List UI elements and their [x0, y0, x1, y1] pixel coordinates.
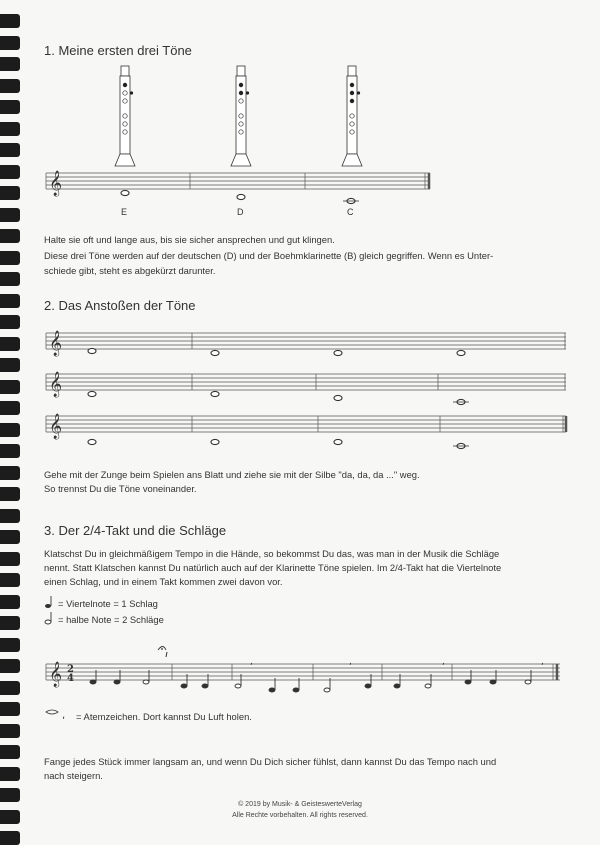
- melody-notes: [90, 670, 531, 692]
- svg-text:𝄞: 𝄞: [49, 331, 63, 356]
- section-2-title: 2. Das Anstoßen der Töne: [44, 298, 196, 313]
- section-1-text-1: Halte sie oft und lange aus, bis sie sicher ansprechen und gut klingen.: [44, 234, 335, 245]
- legend-half-note: = halbe Note = 2 Schläge: [58, 614, 164, 625]
- staff-section-2-row-2: [46, 374, 566, 390]
- legend-quarter-note: = Viertelnote = 1 Schlag: [58, 598, 158, 609]
- time-signature-top: 2: [67, 664, 74, 675]
- section-1-text-3: schiede gibt, steht es abgekürzt darunter.: [44, 265, 216, 276]
- svg-text:,: ,: [349, 657, 352, 667]
- footer-copyright: © 2019 by Musik- & GeisteswerteVerlag: [238, 801, 362, 808]
- legend-quarter-note-icon: [45, 596, 51, 608]
- closing-text-1: Fange jedes Stück immer langsam an, und wenn Du Dich sicher fühlst, dann kannst Du das Tempo nach und: [44, 756, 497, 767]
- section-2-text-1: Gehe mit der Zunge beim Spielen ans Blatt und ziehe sie mit der Silbe "da, da, da ..." weg.: [44, 469, 420, 480]
- section-3-text-2: nennt. Statt Klatschen kannst Du natürlich auch auf der Klarinette Töne spielen. Im 2/4-Takt hat die Viertelnote: [44, 562, 502, 573]
- closing-text-2: nach steigern.: [44, 770, 103, 781]
- section-1-title: 1. Meine ersten drei Töne: [44, 43, 192, 58]
- time-signature-bottom: 4: [67, 673, 74, 684]
- svg-text:𝄞: 𝄞: [49, 372, 63, 397]
- breath-mark-icon: ,: [250, 657, 253, 667]
- whole-notes-section-2: [88, 348, 465, 448]
- section-3-title: 3. Der 2/4-Takt und die Schläge: [44, 523, 227, 538]
- svg-text:𝄞: 𝄞: [49, 414, 63, 439]
- treble-clef-icon: 𝄞: [49, 171, 63, 196]
- footer-rights: Alle Rechte vorbehalten. All rights reserved.: [232, 812, 368, 819]
- svg-text:𝄞: 𝄞: [49, 662, 63, 687]
- note-name-c: C: [347, 207, 354, 217]
- note-name-d: D: [237, 207, 244, 217]
- staff-section-3: [46, 664, 560, 680]
- breath-legend-icon: [46, 710, 65, 721]
- section-2-text-2: So trennst Du die Töne voneinander.: [44, 483, 197, 494]
- section-3-text-1: Klatschst Du in gleichmäßigem Tempo in die Hände, so bekommst Du das, was man in der Musik die Schläge: [44, 548, 500, 559]
- svg-text:,: ,: [62, 710, 66, 721]
- staff-section-2-row-1: [46, 333, 566, 349]
- note-name-e: E: [121, 207, 128, 217]
- section-3-text-3: einen Schlag, und in einem Takt kommen zwei davon vor.: [44, 576, 283, 587]
- clarinet-fingering-e: [115, 66, 135, 166]
- staff-section-2-row-3: [46, 416, 566, 432]
- svg-text:,: ,: [442, 657, 445, 667]
- svg-text:,: ,: [541, 657, 544, 667]
- clarinet-fingering-d: [231, 66, 251, 166]
- whole-note-e: [121, 190, 129, 195]
- clarinet-fingering-c: [342, 66, 362, 166]
- legend-half-note-icon: [45, 612, 51, 624]
- section-1-text-2: Diese drei Töne werden auf der deutschen (D) und der Boehmklarinette (B) gleich gegriffen. Wenn es Unter-: [44, 250, 494, 261]
- whole-note-d: [237, 194, 245, 199]
- staff-section-1: [46, 173, 430, 189]
- breath-mark-text: = Atemzeichen. Dort kannst Du Luft holen.: [76, 711, 252, 722]
